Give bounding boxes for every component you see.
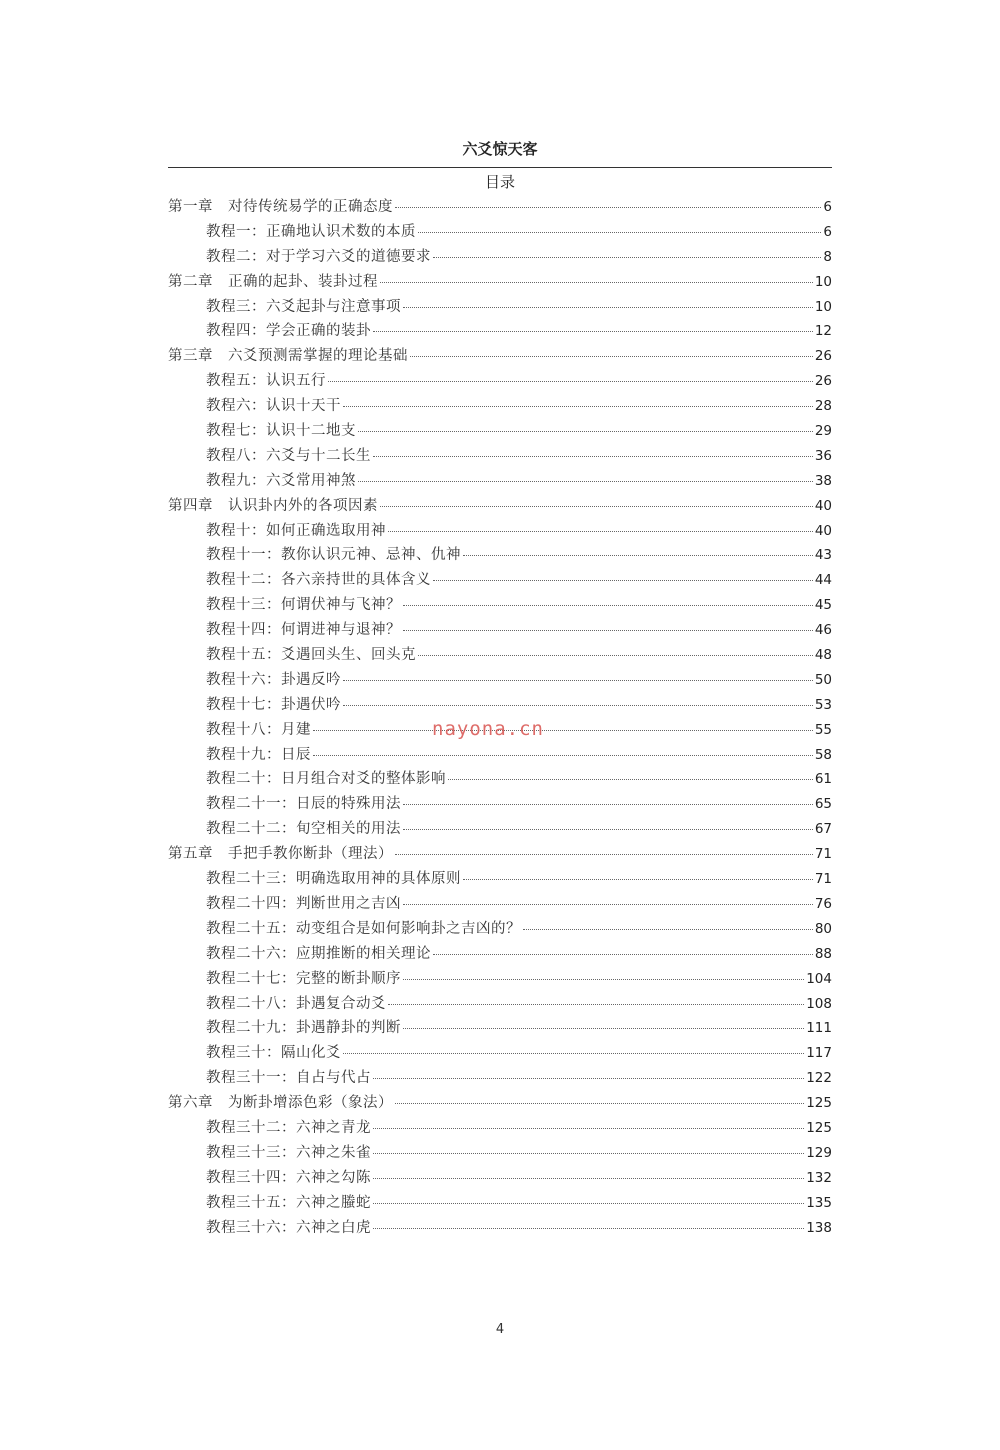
toc-entry-title: 教程四：学会正确的装卦 [206,323,371,340]
toc-entry-title: 教程二十七：完整的断卦顺序 [206,970,401,987]
toc-entry-title: 教程十三：何谓伏神与飞神？ [206,597,401,614]
toc-lesson-entry [168,1116,832,1141]
toc-entry-page: 50 [814,671,832,688]
toc-lesson-entry [168,867,832,892]
dot-leader [403,903,813,905]
dot-leader [313,754,813,756]
toc-entry-title: 第五章 手把手教你断卦（理法） [168,846,393,863]
dot-leader [433,579,813,581]
toc-entry-title: 第四章 认识卦内外的各项因素 [168,497,378,514]
toc-entry-title: 教程二十六：应期推断的相关理论 [206,945,431,962]
dot-leader [433,953,813,955]
toc-entry-title: 第三章 六爻预测需掌握的理论基础 [168,348,408,365]
dot-leader [448,778,813,780]
toc-entry-title: 教程三十一：自占与代占 [206,1070,371,1087]
toc-lesson-entry [168,295,832,320]
dot-leader [343,1052,804,1054]
toc-entry-title: 第一章 对待传统易学的正确态度 [168,199,393,215]
toc-entry-page: 8 [823,248,832,265]
dot-leader [463,554,813,556]
toc-entry-page: 80 [814,920,832,937]
toc-entry-page: 58 [814,746,832,763]
toc-entry-page: 40 [814,522,832,539]
dot-leader [380,505,813,507]
toc-entry-page: 26 [814,373,832,390]
toc-lesson-entry [168,668,832,693]
toc-entry-page: 135 [806,1194,832,1211]
dot-leader [403,828,813,830]
toc-lesson-entry [168,1216,832,1241]
toc-lesson-entry [168,1066,832,1091]
toc-entry-title: 第二章 正确的起卦、装卦过程 [168,273,378,290]
dot-leader [373,1077,804,1079]
toc-entry-title: 教程二十：日月组合对爻的整体影响 [206,771,446,788]
watermark: nayona.cn [432,718,544,740]
toc-entry-title: 教程一：正确地认识术数的本质 [206,223,416,240]
dot-leader [403,306,813,308]
toc-lesson-entry [168,593,832,618]
toc-lesson-entry [168,394,832,419]
toc-entry-page: 132 [806,1169,832,1186]
toc-chapter-entry [168,1091,832,1116]
toc-entry-title: 教程七：认识十二地支 [206,423,356,440]
dot-leader [343,704,813,706]
toc-entry-page: 129 [806,1144,832,1161]
dot-leader [313,729,813,731]
toc-entry-page: 38 [814,472,832,489]
toc-entry-page: 53 [814,696,832,713]
toc-entry-page: 76 [814,895,832,912]
toc-entry-page: 46 [814,622,832,639]
toc-chapter-entry [168,842,832,867]
toc-entry-title: 教程十七：卦遇伏吟 [206,696,341,713]
dot-leader [380,281,813,283]
dot-leader [358,430,813,432]
toc-lesson-entry [168,792,832,817]
toc-entry-title: 教程三十四：六神之勾陈 [206,1169,371,1186]
toc-entry-title: 教程十一：教你认识元神、忌神、仇神 [206,547,461,564]
toc-entry-page: 26 [814,348,832,365]
dot-leader [373,1202,804,1204]
toc-entry-page: 36 [814,447,832,464]
toc-entry-title: 教程三十六：六神之白虎 [206,1219,371,1236]
toc-entry-page: 122 [806,1070,832,1087]
toc-lesson-entry [168,767,832,792]
dot-leader [395,206,821,208]
toc-entry-title: 教程十五：爻遇回头生、回头克 [206,647,416,664]
toc-chapter-entry [168,195,832,220]
toc-entry-page: 67 [814,821,832,838]
dot-leader [395,853,813,855]
toc-lesson-entry [168,469,832,494]
toc-lesson-entry [168,245,832,270]
toc-entry-page: 10 [814,298,832,315]
toc-lesson-entry [168,743,832,768]
toc-entry-title: 教程十四：何谓进神与退神？ [206,622,401,639]
dot-leader [433,256,821,258]
toc-entry-page: 55 [814,721,832,738]
toc-lesson-entry [168,1041,832,1066]
toc-entry-title: 第六章 为断卦增添色彩（象法） [168,1095,393,1112]
toc-entry-page: 125 [806,1119,832,1136]
toc-lesson-entry [168,369,832,394]
toc-lesson-entry [168,917,832,942]
toc-entry-page: 40 [814,497,832,514]
toc-entry-title: 教程十：如何正确选取用神 [206,522,386,539]
toc-entry-title: 教程十八：月建 [206,721,311,738]
toc-lesson-entry [168,543,832,568]
toc-entry-title: 教程二十九：卦遇静卦的判断 [206,1020,401,1037]
toc-entry-title: 教程六：认识十天干 [206,398,341,415]
dot-leader [403,629,813,631]
toc-lesson-entry [168,942,832,967]
toc-entry-title: 教程二十二：旬空相关的用法 [206,821,401,838]
toc-lesson-entry [168,643,832,668]
dot-leader [403,604,813,606]
toc-entry-page: 44 [814,572,832,589]
toc-entry-title: 教程二十五：动变组合是如何影响卦之吉凶的？ [206,920,521,937]
dot-leader [403,978,804,980]
dot-leader [373,1127,804,1129]
dot-leader [463,878,813,880]
toc-entry-page: 125 [806,1095,832,1112]
toc-entry-page: 88 [814,945,832,962]
toc-entry-title: 教程二：对于学习六爻的道德要求 [206,248,431,265]
book-title: 六爻惊天客 [462,140,538,158]
toc-lesson-entry [168,1166,832,1191]
toc-entry-page: 43 [814,547,832,564]
toc-lesson-entry [168,618,832,643]
toc-entry-title: 教程三十二：六神之青龙 [206,1119,371,1136]
toc-entry-page: 71 [814,846,832,863]
toc-entry-title: 教程八：六爻与十二长生 [206,447,371,464]
toc-entry-page: 10 [814,273,832,290]
toc-entry-page: 108 [806,995,832,1012]
dot-leader [373,330,813,332]
toc-entry-title: 教程十二：各六亲持世的具体含义 [206,572,431,589]
dot-leader [343,679,813,681]
toc-entry-page: 28 [814,398,832,415]
toc-lesson-entry [168,817,832,842]
toc-lesson-entry [168,319,832,344]
dot-leader [373,455,813,457]
toc-entry-title: 教程三十三：六神之朱雀 [206,1144,371,1161]
dot-leader [403,803,813,805]
toc-entry-title: 教程二十三：明确选取用神的具体原则 [206,871,461,888]
dot-leader [388,1003,804,1005]
toc-entry-page: 65 [814,796,832,813]
toc-lesson-entry [168,1141,832,1166]
toc-entry-page: 48 [814,647,832,664]
dot-leader [328,380,813,382]
toc-chapter-entry [168,494,832,519]
toc-entry-title: 教程三：六爻起卦与注意事项 [206,298,401,315]
toc-lesson-entry [168,568,832,593]
toc-chapter-entry [168,344,832,369]
toc-lesson-entry [168,967,832,992]
dot-leader [418,654,813,656]
toc-entry-title: 教程九：六爻常用神煞 [206,472,356,489]
toc-entry-title: 教程三十五：六神之螣蛇 [206,1194,371,1211]
toc-entry-page: 6 [823,223,832,240]
dot-leader [373,1177,804,1179]
toc-lesson-entry [168,220,832,245]
toc-entry-title: 教程三十：隔山化爻 [206,1045,341,1062]
toc-entry-title: 教程十九：日辰 [206,746,311,763]
toc-entry-title: 教程五：认识五行 [206,373,326,390]
toc-entry-page: 138 [806,1219,832,1236]
toc-lesson-entry [168,992,832,1017]
toc-entry-title: 教程二十四：判断世用之吉凶 [206,895,401,912]
header-divider [168,167,832,168]
toc-entry-page: 111 [806,1020,832,1037]
dot-leader [373,1152,804,1154]
dot-leader [343,405,813,407]
toc-entry-title: 教程二十一：日辰的特殊用法 [206,796,401,813]
toc-entry-page: 71 [814,871,832,888]
dot-leader [395,1102,804,1104]
toc-lesson-entry [168,419,832,444]
dot-leader [388,530,813,532]
toc-entry-page: 117 [806,1045,832,1062]
toc-lesson-entry [168,1191,832,1216]
toc-entry-page: 45 [814,597,832,614]
toc-entry-title: 教程十六：卦遇反吟 [206,671,341,688]
toc-lesson-entry [168,519,832,544]
toc-entry-page: 104 [806,970,832,987]
toc-lesson-entry [168,693,832,718]
toc-lesson-entry [168,444,832,469]
toc-title: 目录 [484,173,515,191]
toc-chapter-entry [168,270,832,295]
dot-leader [410,355,813,357]
dot-leader [358,480,813,482]
toc-entry-page: 29 [814,423,832,440]
page-number: 4 [495,1322,505,1337]
dot-leader [418,231,821,233]
toc-entry-page: 12 [814,323,832,340]
dot-leader [373,1227,804,1229]
dot-leader [403,1027,804,1029]
toc-entry-page: 61 [814,771,832,788]
dot-leader [523,928,813,930]
toc-entry-title: 教程二十八：卦遇复合动爻 [206,995,386,1012]
toc-entry-page: 6 [823,199,832,215]
toc-lesson-entry [168,1016,832,1041]
toc-lesson-entry [168,892,832,917]
